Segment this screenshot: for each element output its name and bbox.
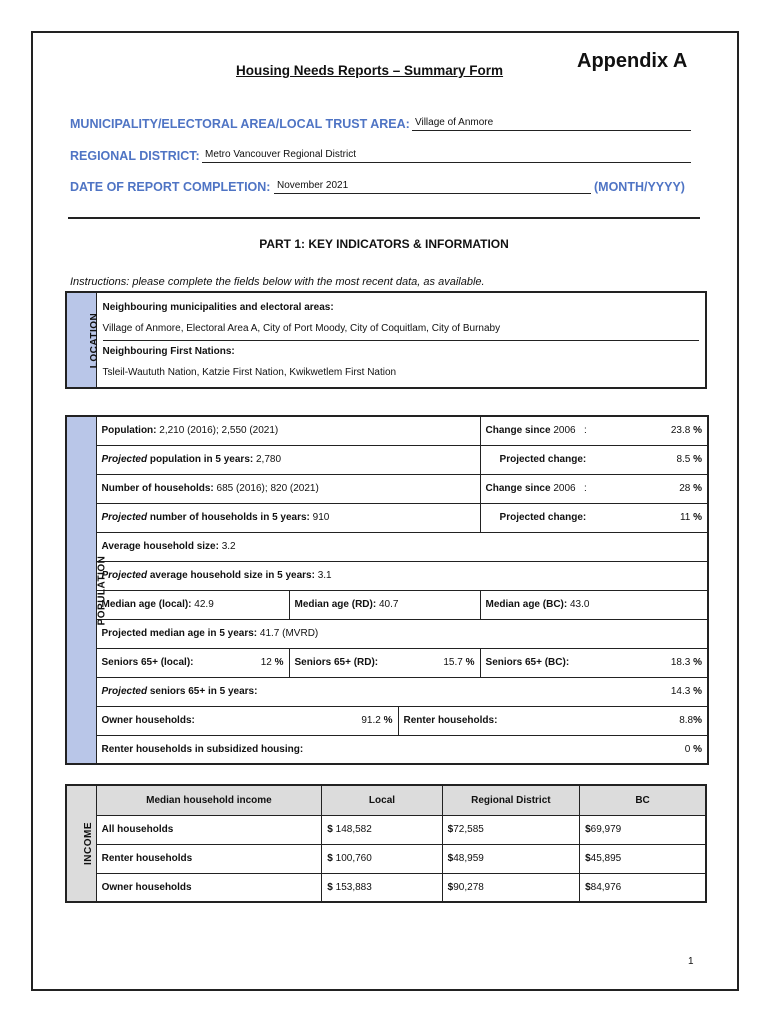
income-row xyxy=(66,815,706,844)
date-field[interactable]: November 2021 xyxy=(274,179,591,194)
income-row-label: All households xyxy=(96,815,322,844)
projected-households-change-cell[interactable]: Projected change: 11 % xyxy=(480,503,708,532)
income-bc-cell[interactable]: $69,979 xyxy=(580,815,706,844)
income-bc-cell[interactable]: $45,895 xyxy=(580,844,706,873)
income-header-bc: BC xyxy=(580,785,706,815)
first-nations-field[interactable]: Tsleil-Waututh Nation, Katzie First Nation, Kwikwetlem First Nation xyxy=(102,367,397,378)
municipality-field[interactable]: Village of Anmore xyxy=(412,116,691,131)
income-row xyxy=(66,844,706,873)
households-row[interactable]: Number of households: 685 (2016); 820 (2021) xyxy=(96,474,480,503)
instructions: Instructions: please complete the fields below with the most recent data, as available. xyxy=(70,276,485,288)
income-row-label: Renter households xyxy=(96,844,322,873)
date-format-label: (MONTH/YYYY) xyxy=(594,180,685,194)
seniors-bc-cell[interactable]: Seniors 65+ (BC): 18.3 % xyxy=(480,648,708,677)
projected-seniors-row[interactable]: Projected seniors 65+ in 5 years: 14.3 % xyxy=(96,677,708,706)
projected-population-change-cell[interactable]: Projected change: 8.5 % xyxy=(480,445,708,474)
median-age-local-cell[interactable]: Median age (local): 42.9 xyxy=(96,590,289,619)
projected-households-row[interactable]: Projected number of households in 5 years: 910 xyxy=(96,503,480,532)
income-local-cell[interactable]: $ 153,883 xyxy=(322,873,442,902)
renter-households-cell[interactable]: Renter households: 8.8% xyxy=(398,706,708,735)
income-row-label: Owner households xyxy=(96,873,322,902)
population-row[interactable]: Population: 2,210 (2016); 2,550 (2021) xyxy=(96,416,480,445)
location-box xyxy=(65,291,707,389)
projected-median-age-row[interactable]: Projected median age in 5 years: 41.7 (MVRD) xyxy=(96,619,708,648)
population-side-label: POPULATION xyxy=(66,416,96,764)
income-header-local: Local xyxy=(322,785,442,815)
income-side-label: INCOME xyxy=(66,785,96,902)
part1-title: PART 1: KEY INDICATORS & INFORMATION xyxy=(259,237,509,251)
municipality-label: MUNICIPALITY/ELECTORAL AREA/LOCAL TRUST AREA: xyxy=(70,117,410,131)
households-change-cell[interactable]: Change since 2006 : 28 % xyxy=(480,474,708,503)
income-bc-cell[interactable]: $84,976 xyxy=(580,873,706,902)
first-nations-label: Neighbouring First Nations: xyxy=(102,346,235,357)
location-side-label: LOCATION xyxy=(66,292,96,388)
owner-households-cell[interactable]: Owner households: 91.2 % xyxy=(96,706,398,735)
seniors-rd-cell[interactable]: Seniors 65+ (RD): 15.7 % xyxy=(289,648,480,677)
median-age-rd-cell[interactable]: Median age (RD): 40.7 xyxy=(289,590,480,619)
projected-population-row[interactable]: Projected population in 5 years: 2,780 xyxy=(96,445,480,474)
date-label: DATE OF REPORT COMPLETION: xyxy=(70,180,271,194)
income-header-rd: Regional District xyxy=(442,785,579,815)
neighbouring-field[interactable]: Village of Anmore, Electoral Area A, City of Port Moody, City of Coquitlam, City of Burnaby xyxy=(103,318,700,341)
income-rd-cell[interactable]: $72,585 xyxy=(442,815,579,844)
median-age-bc-cell[interactable]: Median age (BC): 43.0 xyxy=(480,590,708,619)
income-local-cell[interactable]: $ 100,760 xyxy=(322,844,442,873)
income-box xyxy=(65,784,707,903)
seniors-local-cell[interactable]: Seniors 65+ (local): 12 % xyxy=(96,648,289,677)
page-number: 1 xyxy=(688,956,694,967)
neighbouring-label: Neighbouring municipalities and electoral areas: xyxy=(102,302,334,313)
population-change-cell[interactable]: Change since 2006 : 23.8 % xyxy=(480,416,708,445)
income-local-cell[interactable]: $ 148,582 xyxy=(322,815,442,844)
header-divider xyxy=(68,217,700,219)
regional-district-field[interactable]: Metro Vancouver Regional District xyxy=(202,148,691,163)
projected-avg-household-size-row[interactable]: Projected average household size in 5 years: 3.1 xyxy=(96,561,708,590)
form-title: Housing Needs Reports – Summary Form xyxy=(236,63,504,78)
population-box xyxy=(65,415,709,765)
income-rd-cell[interactable]: $90,278 xyxy=(442,873,579,902)
appendix-label: Appendix A xyxy=(577,50,688,72)
subsidized-housing-row[interactable]: Renter households in subsidized housing: 0 % xyxy=(96,735,708,764)
income-rd-cell[interactable]: $48,959 xyxy=(442,844,579,873)
avg-household-size-row[interactable]: Average household size: 3.2 xyxy=(96,532,708,561)
regional-district-label: REGIONAL DISTRICT: xyxy=(70,149,200,163)
income-header-label: Median household income xyxy=(96,785,322,815)
income-row xyxy=(66,873,706,902)
